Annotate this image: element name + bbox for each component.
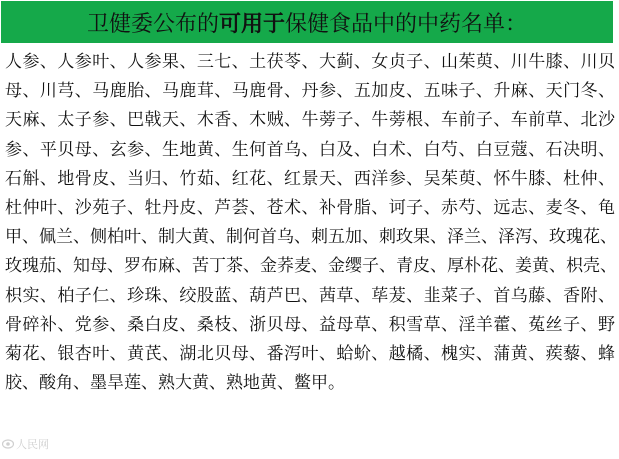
herb-list-line: 骨碎补、党参、桑白皮、桑枝、浙贝母、益母草、积雪草、淫羊藿、菟丝子、野 bbox=[5, 314, 615, 335]
herb-list-line: 菊花、银杏叶、黄芪、湖北贝母、番泻叶、蛤蚧、越橘、槐实、蒲黄、蒺藜、蜂 bbox=[5, 343, 615, 364]
title-prefix: 卫健委公布的 bbox=[86, 11, 219, 37]
herb-list-line: 胶、酸角、墨旱莲、熟大黄、熟地黄、鳖甲。 bbox=[5, 373, 345, 394]
title-banner bbox=[1, 1, 613, 43]
herb-list-line: 杜仲叶、沙苑子、牡丹皮、芦荟、苍术、补骨脂、诃子、赤芍、远志、麦冬、龟 bbox=[5, 197, 615, 218]
herb-list-line: 参、平贝母、玄参、生地黄、生何首乌、白及、白术、白芍、白豆蔻、石决明、 bbox=[5, 139, 615, 160]
herb-list-line: 玫瑰茄、知母、罗布麻、苦丁茶、金荞麦、金缨子、青皮、厚朴花、姜黄、枳壳、 bbox=[5, 256, 617, 277]
herb-list-line: 石斛、地骨皮、当归、竹茹、红花、红景天、西洋参、吴茱萸、怀牛膝、杜仲、 bbox=[5, 168, 615, 189]
herb-list-line: 甲、佩兰、侧柏叶、制大黄、制何首乌、刺五加、刺玫果、泽兰、泽泻、玫瑰花、 bbox=[5, 227, 617, 248]
title-suffix: 保健食品中的中药名单： bbox=[285, 11, 528, 37]
watermark-text: 人民网 bbox=[16, 438, 49, 451]
watermark bbox=[2, 436, 49, 452]
page-title bbox=[87, 7, 527, 38]
weibo-eye-icon bbox=[2, 438, 14, 450]
title-emphasis: 可用于 bbox=[218, 11, 285, 37]
herb-list bbox=[5, 48, 615, 398]
herb-list-line: 母、川芎、马鹿胎、马鹿茸、马鹿骨、丹参、五加皮、五味子、升麻、天门冬、 bbox=[5, 81, 615, 102]
herb-list-line: 人参、人参叶、人参果、三七、土茯苓、大蓟、女贞子、山茱萸、川牛膝、川贝 bbox=[5, 52, 615, 72]
herb-list-line: 天麻、太子参、巴戟天、木香、木贼、牛蒡子、牛蒡根、车前子、车前草、北沙 bbox=[5, 110, 615, 131]
herb-list-line: 枳实、柏子仁、珍珠、绞股蓝、葫芦巴、茜草、荜茇、韭菜子、首乌藤、香附、 bbox=[5, 285, 615, 306]
